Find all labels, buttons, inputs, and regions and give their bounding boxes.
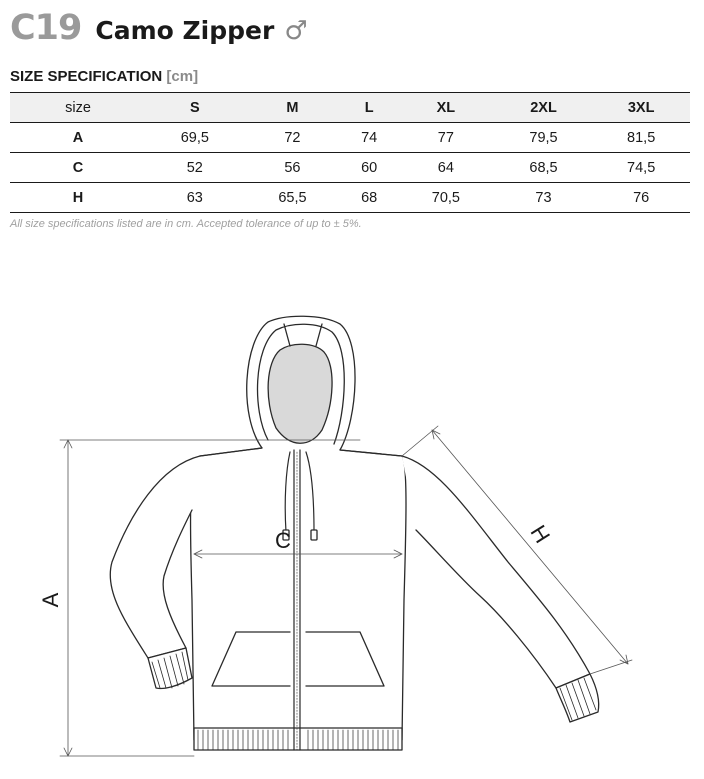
- row-label: A: [10, 123, 146, 153]
- table-cell: 65,5: [244, 183, 342, 213]
- table-cell: 81,5: [592, 123, 690, 153]
- column-header: 3XL: [592, 93, 690, 123]
- product-code: C19: [10, 8, 82, 48]
- table-cell: 60: [341, 153, 397, 183]
- spec-unit: [cm]: [166, 68, 199, 85]
- product-name: Camo Zipper: [95, 16, 275, 45]
- column-header: 2XL: [495, 93, 593, 123]
- table-cell: 70,5: [397, 183, 495, 213]
- row-label: H: [10, 183, 146, 213]
- table-cell: 79,5: [495, 123, 593, 153]
- column-header: M: [244, 93, 342, 123]
- right-sleeve: [402, 456, 590, 688]
- table-cell: 73: [495, 183, 593, 213]
- table-cell: 72: [244, 123, 342, 153]
- table-cell: 68,5: [495, 153, 593, 183]
- table-cell: 56: [244, 153, 342, 183]
- table-cell: 64: [397, 153, 495, 183]
- table-row: [10, 153, 690, 183]
- left-sleeve: [110, 456, 200, 658]
- table-cell: 63: [146, 183, 244, 213]
- header: [10, 8, 308, 48]
- table-cell: 69,5: [146, 123, 244, 153]
- column-header: L: [341, 93, 397, 123]
- size-table: [10, 92, 690, 213]
- hood-face-opening: [268, 344, 332, 443]
- hoodie-diagram: [0, 300, 704, 770]
- waistband: [194, 728, 402, 750]
- label-h: H: [525, 520, 556, 548]
- spec-title-text: SIZE SPECIFICATION: [10, 68, 163, 85]
- drawstring-tip-right: [311, 530, 317, 540]
- column-header: XL: [397, 93, 495, 123]
- body-outline: [190, 448, 406, 740]
- table-row: [10, 123, 690, 153]
- table-cell: 52: [146, 153, 244, 183]
- table-cell: 76: [592, 183, 690, 213]
- label-c: C: [275, 528, 291, 553]
- table-row: [10, 183, 690, 213]
- row-label: C: [10, 153, 146, 183]
- label-a: A: [38, 592, 63, 608]
- size-specification-heading: [10, 68, 198, 85]
- table-cell: 74: [341, 123, 397, 153]
- column-header: S: [146, 93, 244, 123]
- male-symbol-icon: ♂: [284, 16, 308, 46]
- table-header-row: [10, 93, 690, 123]
- table-cell: 68: [341, 183, 397, 213]
- table-corner-label: size: [10, 93, 146, 123]
- tolerance-note: All size specifications listed are in cm. Accepted tolerance of up to ± 5%.: [10, 218, 362, 230]
- table-cell: 74,5: [592, 153, 690, 183]
- table-cell: 77: [397, 123, 495, 153]
